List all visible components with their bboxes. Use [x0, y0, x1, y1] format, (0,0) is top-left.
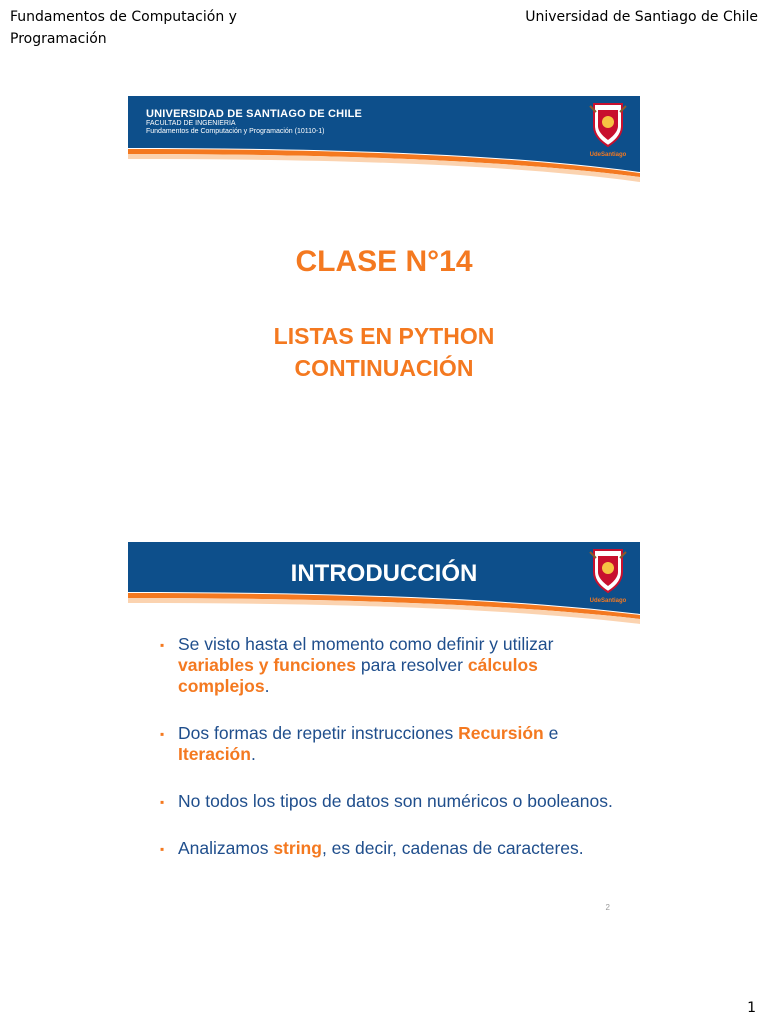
bullet-marker-icon: ▪ — [160, 638, 165, 652]
slide-1 — [128, 96, 640, 480]
slide-title: INTRODUCCIÓN — [290, 560, 478, 587]
bullet-text: No todos los tipos de datos son numéricos o booleanos. — [178, 791, 613, 811]
slide-banner — [128, 96, 640, 186]
banner-university: UNIVERSIDAD DE SANTIAGO DE CHILE — [146, 108, 363, 120]
banner-faculty: FACULTAD DE INGENIERIA — [146, 120, 236, 127]
slide-subtitle — [128, 320, 640, 384]
slide-banner — [128, 542, 640, 632]
banner-course: Fundamentos de Computación y Programación (10110-1) — [146, 128, 325, 135]
logo-text: UdeSantiago — [589, 598, 627, 604]
bullet-item — [156, 791, 626, 812]
bullet-text: Analizamos — [178, 838, 274, 858]
bullet-marker-icon: ▪ — [160, 842, 165, 856]
bullet-highlight: Recursión — [458, 723, 544, 743]
bullet-highlight: Iteración — [178, 744, 251, 764]
bullet-text: . — [264, 676, 270, 696]
usach-logo — [588, 548, 628, 604]
bullet-text: para resolver — [356, 655, 468, 675]
slide-title: CLASE N°14 — [295, 245, 473, 278]
slide-2 — [128, 542, 640, 926]
shield-icon — [588, 102, 628, 148]
subtitle-line-1: LISTAS EN PYTHON — [273, 323, 495, 349]
bullet-item — [156, 723, 626, 765]
document-header-right: Universidad de Santiago de Chile — [525, 9, 758, 25]
bullet-highlight: variables y funciones — [178, 655, 356, 675]
bullet-item — [156, 634, 626, 697]
bullet-text: Se visto hasta el momento como definir y utilizar — [178, 634, 554, 654]
bullet-text: Dos formas de repetir instrucciones — [178, 723, 459, 743]
bullet-text: , es decir, cadenas de caracteres. — [321, 838, 584, 858]
bullet-text: e — [543, 723, 559, 743]
bullet-list — [156, 634, 626, 885]
bullet-highlight: cálculos complejos — [178, 655, 538, 696]
bullet-marker-icon: ▪ — [160, 727, 165, 741]
bullet-item — [156, 838, 626, 859]
usach-logo — [588, 102, 628, 158]
page-number: 1 — [747, 1000, 756, 1016]
subtitle-line-2: CONTINUACIÓN — [294, 355, 474, 381]
bullet-marker-icon: ▪ — [160, 795, 165, 809]
document-header-left: Fundamentos de Computación y Programación — [10, 9, 237, 47]
shield-icon — [588, 548, 628, 594]
bullet-highlight: string — [273, 838, 322, 858]
bullet-text: . — [250, 744, 256, 764]
slide-number: 2 — [605, 903, 610, 912]
logo-text: UdeSantiago — [589, 152, 627, 158]
